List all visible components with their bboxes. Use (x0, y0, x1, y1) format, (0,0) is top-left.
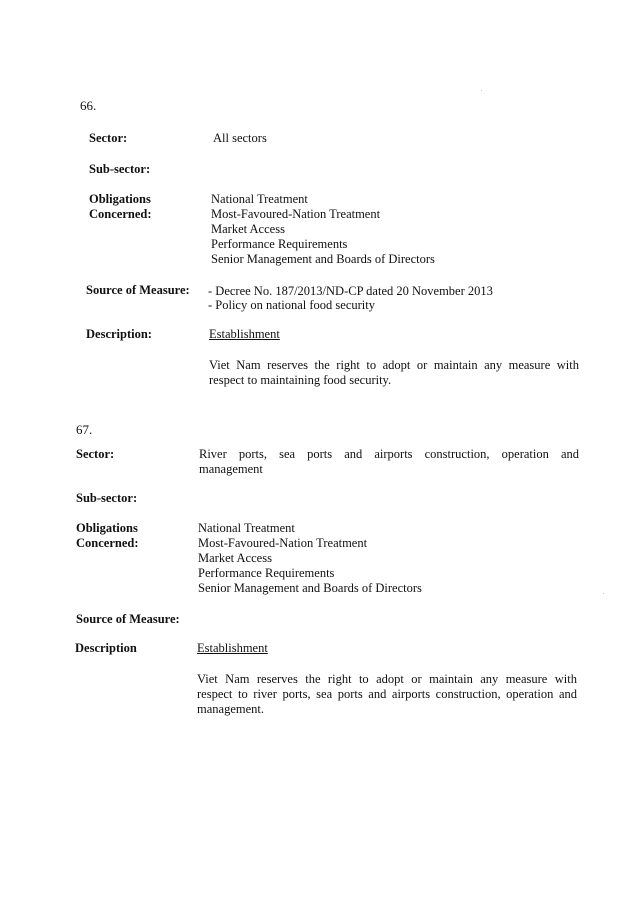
entry-number: 67. (76, 422, 93, 437)
sector-value (199, 447, 579, 477)
obligations-label-cont: Concerned: (89, 207, 152, 221)
subsector-label: Sub-sector: (76, 491, 138, 505)
description-line: respect to river ports, sea ports and airports construction, operation and (197, 687, 577, 701)
source-item: - Policy on national food security (208, 298, 375, 312)
description-line: Viet Nam reserves the right to adopt or maintain any measure with (197, 672, 577, 686)
description-label: Description: (86, 327, 152, 341)
description-line: respect to maintaining food security. (209, 373, 392, 387)
scan-speck (603, 593, 604, 594)
obligations-label: Obligations (76, 521, 138, 535)
description-line: Viet Nam reserves the right to adopt or maintain any measure with (209, 358, 579, 372)
source-label: Source of Measure: (76, 612, 180, 626)
obligations-label: Obligations (89, 192, 151, 206)
obligations-label-cont: Concerned: (76, 536, 139, 550)
subsector-label: Sub-sector: (89, 162, 151, 176)
obligation-item: Senior Management and Boards of Directors (198, 581, 422, 595)
obligation-item: Performance Requirements (198, 566, 335, 580)
source-item: - Decree No. 187/2013/ND-CP dated 20 November 2013 (208, 284, 493, 298)
obligation-item: Market Access (198, 551, 272, 565)
sector-label: Sector: (89, 131, 128, 145)
obligation-item: National Treatment (211, 192, 308, 206)
description-line: management. (197, 702, 264, 716)
obligation-item: National Treatment (198, 521, 295, 535)
source-label: Source of Measure: (86, 283, 190, 297)
sector-value: All sectors (213, 131, 267, 145)
description-heading: Establishment (197, 641, 268, 655)
description-heading: Establishment (209, 327, 280, 341)
entry-number: 66. (80, 98, 97, 113)
obligation-item: Most-Favoured-Nation Treatment (198, 536, 368, 550)
obligation-item: Senior Management and Boards of Directors (211, 252, 435, 266)
obligation-item: Most-Favoured-Nation Treatment (211, 207, 381, 221)
sector-line: River ports, sea ports and airports construction, operation and (199, 447, 579, 461)
description-text (209, 358, 579, 388)
description-label: Description (75, 641, 137, 655)
sector-label: Sector: (76, 447, 115, 461)
sector-line: management (199, 462, 263, 476)
obligation-item: Performance Requirements (211, 237, 348, 251)
description-text (197, 672, 577, 717)
obligation-item: Market Access (211, 222, 285, 236)
scan-speck (481, 90, 482, 91)
